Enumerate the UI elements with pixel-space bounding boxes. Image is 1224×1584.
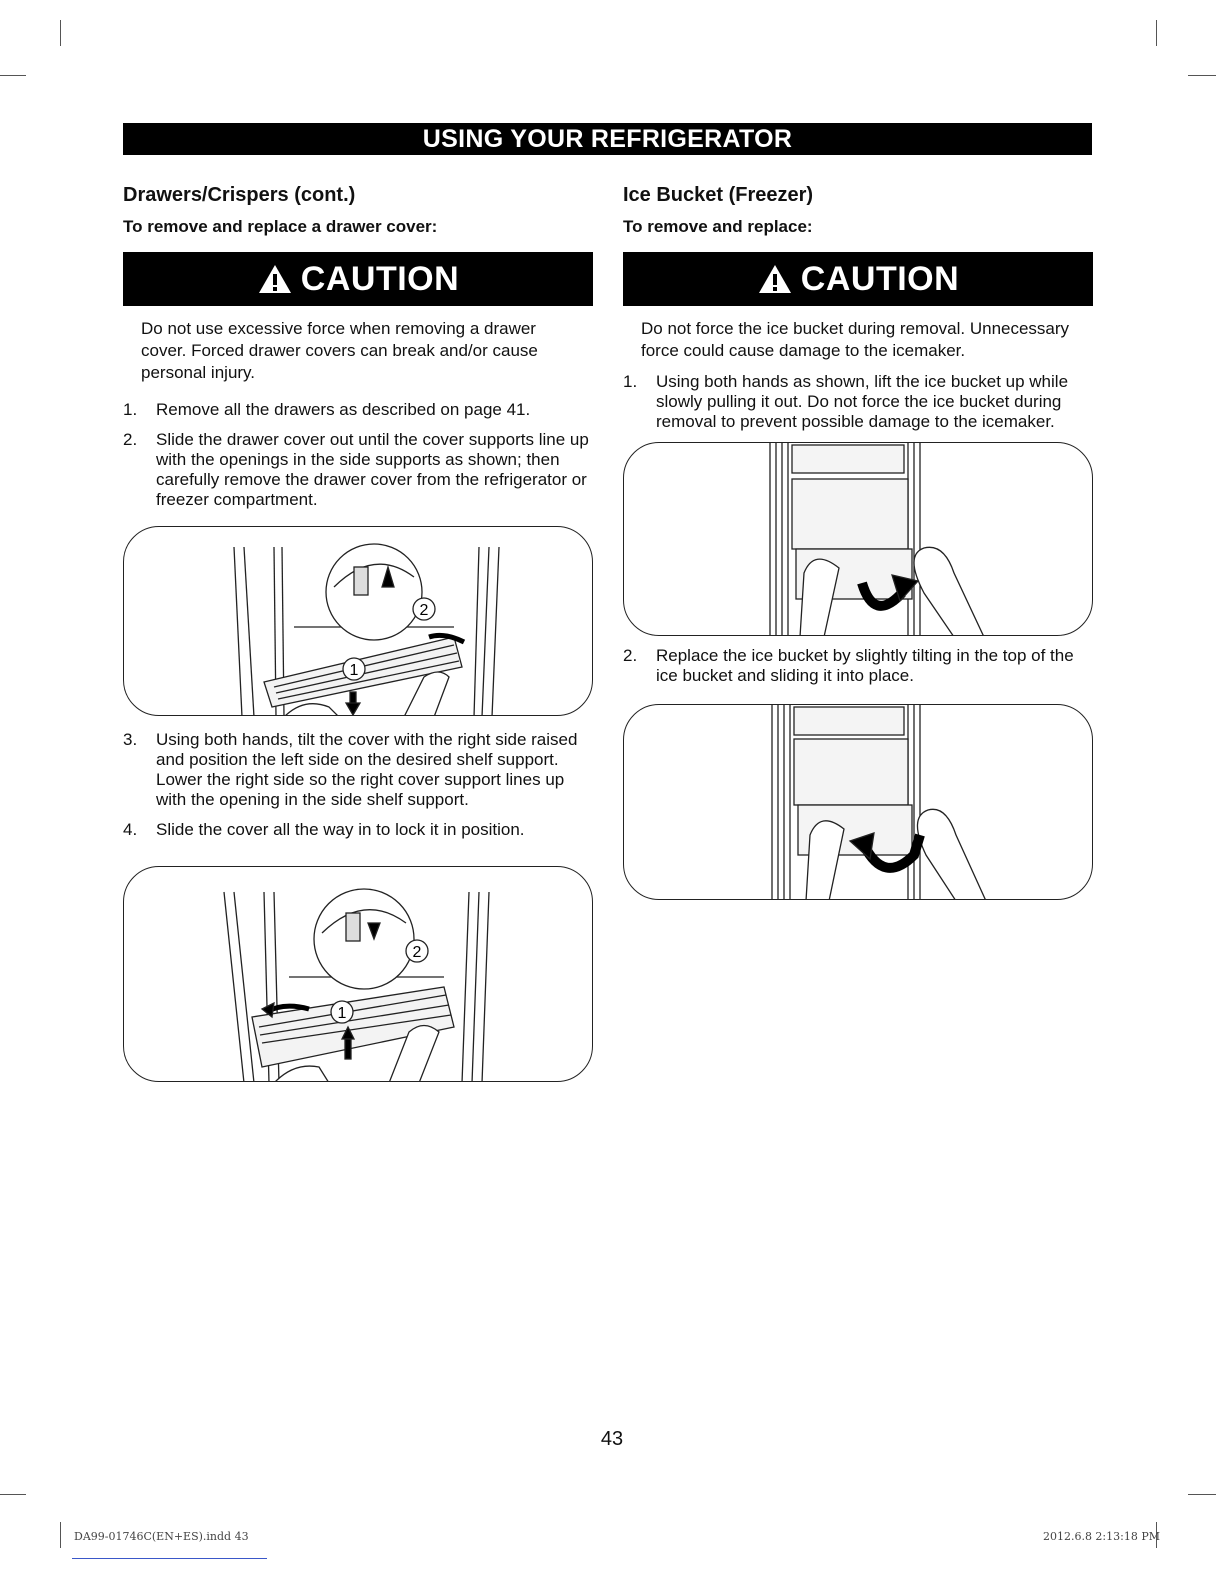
list-item: 1. Using both hands as shown, lift the ice bucket up while slowly pulling it out. Do not force the ice bucket during removal to prevent possible damage to the icemaker.	[623, 372, 1069, 431]
footer-file-info: DA99-01746C(EN+ES).indd 43	[74, 1530, 249, 1543]
crop-mark	[60, 20, 61, 46]
steps-list	[623, 646, 1093, 686]
caution-text: Do not force the ice bucket during removal. Unnecessary force could cause damage to the icemaker.	[641, 319, 1070, 360]
footer-timestamp: 2012.6.8 2:13:18 PM	[1042, 1530, 1160, 1543]
caution-label: CAUTION	[300, 259, 460, 298]
step-marker-1: 1	[349, 662, 359, 679]
left-column	[123, 180, 593, 1082]
crop-mark	[0, 1494, 26, 1495]
steps-list	[123, 730, 593, 840]
page-header: USING YOUR REFRIGERATOR	[123, 123, 1092, 155]
list-item: 1. Remove all the drawers as described on page 41.	[123, 400, 531, 419]
right-column	[623, 180, 1093, 900]
list-item: 2. Slide the drawer cover out until the cover supports line up with the openings in the side supports as shown; then carefully remove the drawer cover from the refrigerator or freezer compartment.	[123, 430, 589, 509]
sub-title: To remove and replace:	[623, 217, 813, 236]
drawer-removal-figure	[123, 526, 593, 716]
list-item: 4. Slide the cover all the way in to lock it in position.	[123, 820, 525, 839]
section-title: Drawers/Crispers (cont.)	[123, 184, 356, 206]
list-item: 3. Using both hands, tilt the cover with the right side raised and position the left side on the desired shelf support. Lower the right side so the right cover support lines up with the opening in the side shelf support.	[123, 730, 578, 809]
caution-label: CAUTION	[800, 259, 960, 298]
section-title: Ice Bucket (Freezer)	[623, 184, 814, 206]
crop-mark	[1156, 20, 1157, 46]
warning-icon	[257, 263, 293, 295]
crop-mark	[0, 75, 26, 76]
page-number: 43	[600, 1428, 624, 1450]
crop-mark	[60, 1522, 61, 1548]
list-item: 2. Replace the ice bucket by slightly tilting in the top of the ice bucket and sliding it into place.	[623, 646, 1074, 685]
footer-underline	[72, 1558, 267, 1559]
caution-text: Do not use excessive force when removing a drawer cover. Forced drawer covers can break and/or cause personal injury.	[141, 319, 538, 382]
step-marker-1: 1	[337, 1005, 347, 1022]
ice-bucket-replace-figure	[623, 704, 1093, 900]
steps-list	[623, 372, 1093, 432]
steps-list	[123, 400, 593, 510]
caution-banner	[623, 252, 1093, 306]
caution-banner	[123, 252, 593, 306]
warning-icon	[757, 263, 793, 295]
drawer-replace-figure	[123, 866, 593, 1082]
step-marker-2: 2	[412, 944, 422, 961]
ice-bucket-removal-figure	[623, 442, 1093, 636]
sub-title: To remove and replace a drawer cover:	[123, 217, 438, 236]
crop-mark	[1188, 1494, 1216, 1495]
crop-mark	[1188, 75, 1216, 76]
step-marker-2: 2	[419, 602, 429, 619]
